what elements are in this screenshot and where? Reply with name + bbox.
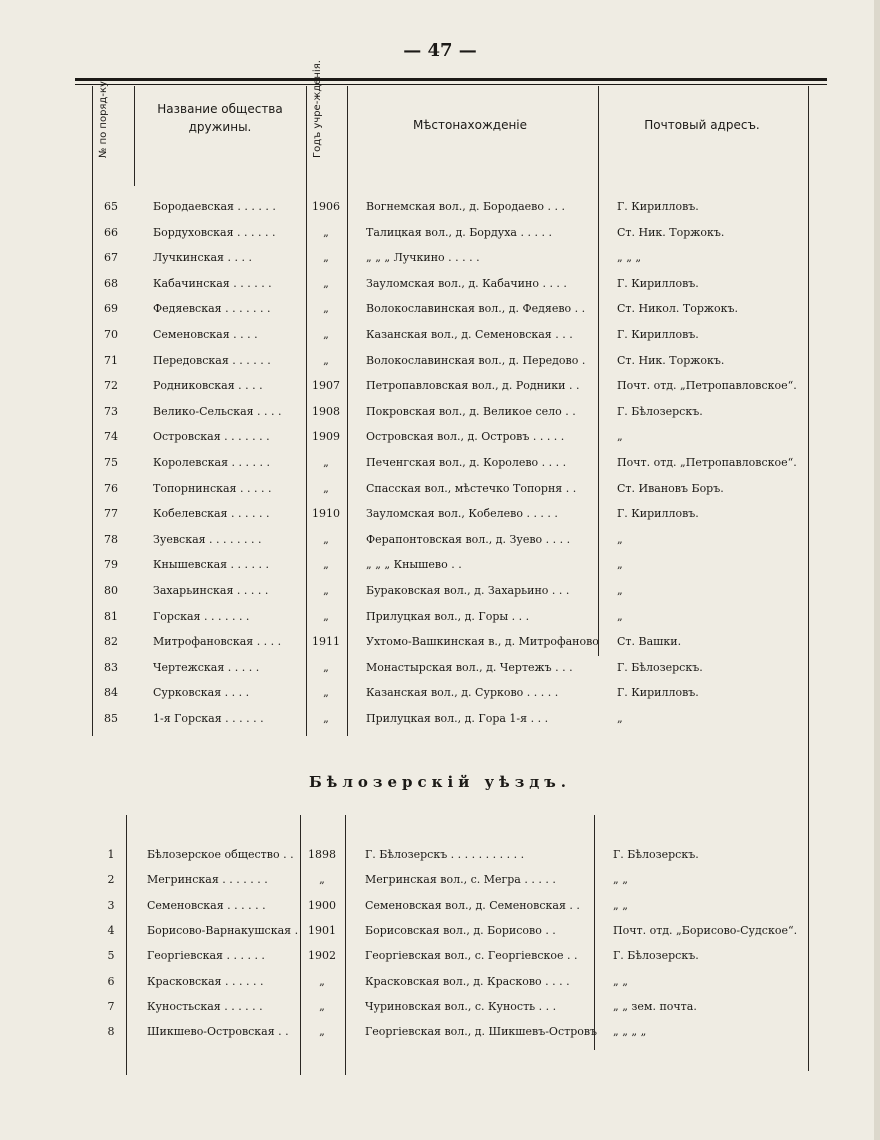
row-number: 6 [107,974,115,988]
location: Прилуцкая вол., д. Горы . . . [366,609,530,623]
society-name: Родниковская . . . . [153,379,263,393]
founding-year: „ [323,302,329,316]
row-number: 3 [107,898,115,912]
postal-address: Г. Кирилловъ. [617,328,699,341]
founding-year: „ [319,999,325,1013]
founding-year: 1900 [308,898,336,912]
society-name: Георгіевская . . . . . . [147,949,265,963]
table-row [90,899,810,924]
location: Георгіевская вол., с. Георгіевское . . [365,949,578,963]
postal-address: Ст. Вашки. [617,635,682,649]
location: Волокославинская вол., д. Передово . [366,353,586,367]
location: Зауломская вол., д. Кабачино . . . . [366,276,567,290]
postal-address: Ст. Ивановъ Боръ. [617,481,724,495]
location: Ухтомо-Вашкинская в., д. Митрофаново [366,635,599,649]
row-number: 80 [104,584,118,597]
society-name: Федяевская . . . . . . . [153,302,271,316]
top-rule [75,78,827,81]
top-rule-thin [75,84,827,85]
postal-address: Почт. отд. „Петропавловское“. [617,379,797,393]
founding-year: „ [319,1025,325,1039]
society-name: Горская . . . . . . . [153,609,250,623]
row-number: 73 [104,404,118,418]
postal-address: „ [617,584,623,597]
founding-year: „ [323,251,329,265]
location: Прилуцкая вол., д. Гора 1-я . . . [366,712,549,725]
location: Вогнемская вол., д. Бородаево . . . [366,200,565,213]
postal-address: Г. Бѣлозерскъ. [617,404,703,418]
society-name: Захарьинская . . . . . [153,584,269,597]
founding-year: „ [323,584,329,597]
row-number: 69 [104,302,118,316]
society-name: Куностьская . . . . . . [147,999,263,1013]
founding-year: 1911 [312,635,340,649]
table-row [90,558,810,583]
table-row [90,635,810,660]
location: Мегринская вол., с. Мегра . . . . . [365,873,556,887]
society-name: Семеновская . . . . [153,328,258,341]
society-name: Кабачинская . . . . . . [153,276,272,290]
postal-address: Г. Кирилловъ. [617,686,699,700]
founding-year: „ [323,225,329,239]
row-number: 1 [107,848,115,861]
header-col-line [306,86,307,186]
table-row [90,251,810,276]
location: Волокославинская вол., д. Федяево . . [366,302,586,316]
row-number: 7 [107,999,115,1013]
founding-year: „ [323,660,329,674]
location: Покровская вол., д. Великое село . . [366,404,576,418]
location: Печенгская вол., д. Королево . . . . [366,456,567,469]
society-name: Бѣлозерское общество . . [147,848,294,861]
row-number: 82 [104,635,118,649]
row-number: 65 [104,200,118,213]
society-name: Островская . . . . . . . [153,430,270,444]
header-col-line [134,86,135,186]
header-col-line [598,86,599,186]
row-number: 79 [104,558,118,572]
row-number: 5 [107,949,115,963]
society-name: Бордуховская . . . . . . [153,225,276,239]
table-row [90,975,810,1000]
postal-address: „ „ [613,898,628,912]
society-name: Кобелевская . . . . . . [153,507,270,521]
table-row [90,712,810,737]
society-name: Борисово-Варнакушская . [147,923,299,937]
table-row [90,226,810,251]
location: Красковская вол., д. Красково . . . . [365,974,570,988]
header-location: Мѣстонахожденіе [412,118,528,132]
header-name: Название общества дружины. [157,102,283,134]
table-row [90,277,810,302]
society-name: Топорнинская . . . . . [153,481,272,495]
row-number: 83 [104,660,118,674]
society-name: Бородаевская . . . . . . [153,200,276,213]
society-name: Красковская . . . . . . [147,974,264,988]
location: Георгіевская вол., д. Шикшевъ-Островъ [365,1025,598,1039]
row-number: 78 [104,532,118,546]
founding-year: „ [319,873,325,887]
society-name: Королевская . . . . . . [153,456,270,469]
table-row [90,1000,810,1025]
founding-year: „ [323,532,329,546]
founding-year: „ [323,609,329,623]
row-number: 85 [104,712,118,725]
founding-year: „ [323,686,329,700]
location: Зауломская вол., Кобелево . . . . . [366,507,558,521]
location: „ „ „ Лучкино . . . . . [366,251,480,265]
table-row [90,200,810,225]
row-number: 77 [104,507,118,521]
postal-address: Ст. Ник. Торжокъ. [617,225,725,239]
header-year: Годъ учре-жденія. [312,60,323,158]
postal-address: Ст. Ник. Торжокъ. [617,353,725,367]
postal-address: Г. Бѣлозерскъ. [613,848,699,861]
table-row [90,873,810,898]
founding-year: „ [323,481,329,495]
table-row [90,482,810,507]
location: Борисовская вол., д. Борисово . . [365,923,556,937]
row-number: 84 [104,686,118,700]
postal-address: „ [617,712,623,725]
founding-year: 1902 [308,949,336,963]
location: Казанская вол., д. Семеновская . . . [366,328,573,341]
row-number: 70 [104,328,118,341]
location: Г. Бѣлозерскъ . . . . . . . . . . . [365,848,525,861]
founding-year: 1908 [312,404,340,418]
row-number: 68 [104,276,118,290]
postal-address: Почт. отд. „Петропавловское“. [617,456,797,469]
table-row [90,405,810,430]
society-name: Митрофановская . . . . [153,635,282,649]
table-row [90,354,810,379]
header-col-line [92,86,93,186]
founding-year: „ [323,328,329,341]
postal-address: Ст. Никол. Торжокъ. [617,302,739,316]
table-row [90,949,810,974]
table-row [90,610,810,635]
location: Петропавловская вол., д. Родники . . [366,379,580,393]
founding-year: 1901 [308,923,336,937]
header-address: Почтовый адресъ. [644,118,760,132]
row-number: 74 [104,430,118,444]
society-name: Чертежская . . . . . [153,660,260,674]
postal-address: „ „ „ [617,251,642,265]
founding-year: „ [323,353,329,367]
page-number: — 47 — [403,40,477,61]
table-row [90,1025,810,1050]
founding-year: 1898 [308,848,336,861]
row-number: 67 [104,251,118,265]
society-name: Сурковская . . . . [153,686,250,700]
location: Семеновская вол., д. Семеновская . . [365,898,580,912]
page-edge [874,0,880,1140]
table-row [90,848,810,873]
founding-year: „ [323,456,329,469]
postal-address: Г. Кирилловъ. [617,200,699,213]
row-number: 76 [104,481,118,495]
table-row [90,430,810,455]
postal-address: Г. Кирилловъ. [617,276,699,290]
table-row [90,328,810,353]
postal-address: „ [617,558,623,572]
row-number: 71 [104,353,118,367]
table-row [90,379,810,404]
postal-address: „ „ [613,873,628,887]
founding-year: 1906 [312,200,340,213]
postal-address: Г. Кирилловъ. [617,507,699,521]
row-number: 2 [107,873,115,887]
row-number: 8 [107,1025,115,1039]
society-name: Семеновская . . . . . . [147,898,266,912]
location: Островская вол., д. Островъ . . . . . [366,430,565,444]
table-row [90,533,810,558]
postal-address: „ [617,609,623,623]
founding-year: „ [323,712,329,725]
postal-address: Г. Бѣлозерскъ. [617,660,703,674]
table-row [90,924,810,949]
header-num: № по поряд-ку. [98,77,109,158]
location: Спасская вол., мѣстечко Топорня . . [366,481,577,495]
location: Монастырская вол., д. Чертежъ . . . [366,660,573,674]
table-row [90,686,810,711]
society-name: 1-я Горская . . . . . . [153,712,264,725]
location: Бураковская вол., д. Захарьино . . . [366,584,570,597]
founding-year: 1907 [312,379,340,393]
table-row [90,584,810,609]
table-row [90,661,810,686]
postal-address: „ „ [613,974,628,988]
postal-address: Г. Бѣлозерскъ. [613,949,699,963]
postal-address: „ [617,430,623,444]
postal-address: Почт. отд. „Борисово-Судское“. [613,923,798,937]
society-name: Мегринская . . . . . . . [147,873,268,887]
row-number: 72 [104,379,118,393]
postal-address: „ „ „ „ [613,1025,647,1039]
row-number: 75 [104,456,118,469]
postal-address: „ „ зем. почта. [613,999,697,1013]
row-number: 81 [104,609,118,623]
row-number: 4 [107,923,115,937]
location: Казанская вол., д. Сурково . . . . . [366,686,559,700]
founding-year: „ [319,974,325,988]
founding-year: 1909 [312,430,340,444]
society-name: Кнышевская . . . . . . [153,558,270,572]
table-row [90,302,810,327]
postal-address: „ [617,532,623,546]
row-number: 66 [104,225,118,239]
founding-year: „ [323,276,329,290]
location: Талицкая вол., д. Бордуха . . . . . [366,225,552,239]
society-name: Шикшево-Островская . . [147,1025,289,1039]
founding-year: „ [323,558,329,572]
location: Ферапонтовская вол., д. Зуево . . . . [366,532,571,546]
location: „ „ „ Кнышево . . [366,558,462,572]
section-title: Бѣлозерскій уѣздъ. [308,773,571,791]
table-row [90,507,810,532]
founding-year: 1910 [312,507,340,521]
society-name: Лучкинская . . . . [153,251,252,265]
society-name: Велико-Сельская . . . . [153,404,282,418]
society-name: Зуевская . . . . . . . . [153,532,262,546]
table-row [90,456,810,481]
location: Чуриновская вол., с. Куность . . . [365,999,557,1013]
society-name: Передовская . . . . . . [153,353,271,367]
header-col-line [347,86,348,186]
